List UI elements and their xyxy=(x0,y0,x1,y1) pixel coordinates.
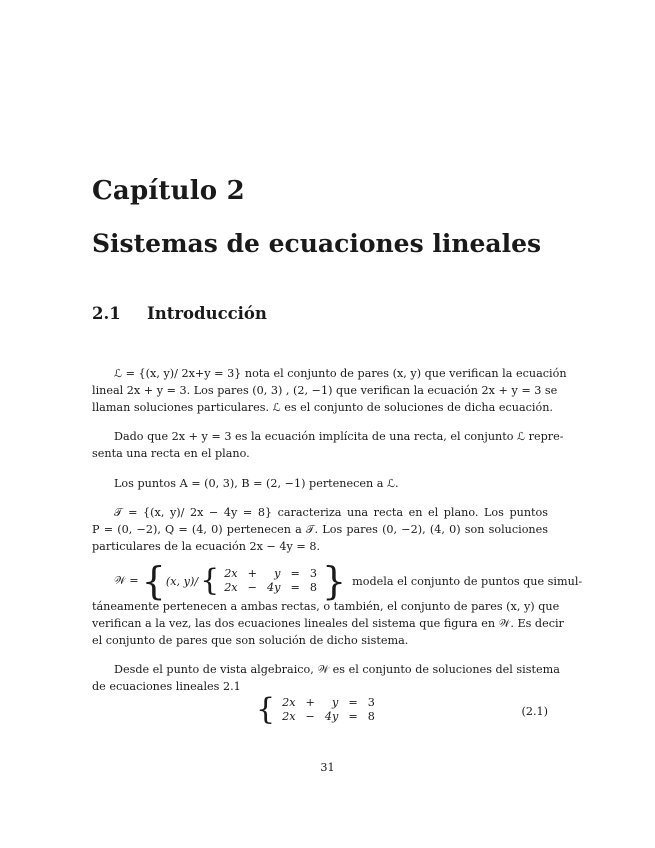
paragraph-5-line-4: el conjunto de pares que son solución de dicho sistema. xyxy=(92,634,409,647)
section-number: 2.1 xyxy=(92,304,121,323)
section-title: Introducción xyxy=(147,304,267,323)
left-brace-outer: { xyxy=(141,559,166,603)
paragraph-6-line-1: Desde el punto de vista algebraico, 𝒲 es el conjunto de soluciones del sistema xyxy=(114,663,560,676)
paragraph-4-line-2: P = (0, −2), Q = (4, 0) pertenecen a 𝒯. Los pares (0, −2), (4, 0) son soluciones xyxy=(92,523,548,536)
chapter-label: Capítulo 2 xyxy=(92,176,245,206)
paragraph-2-line-1: Dado que 2x + y = 3 es la ecuación implícita de una recta, el conjunto ℒ repre- xyxy=(114,430,564,443)
paragraph-6-line-2: de ecuaciones lineales 2.1 xyxy=(92,680,241,693)
cell: y xyxy=(274,567,281,580)
cell: 2x xyxy=(224,567,238,580)
set-w-prefix: (x, y)/ xyxy=(165,574,199,588)
cell: + xyxy=(247,567,257,580)
cell: + xyxy=(305,696,315,709)
paragraph-5-line-2: táneamente pertenecen a ambas rectas, o también, el conjunto de pares (x, y) que xyxy=(92,600,560,613)
cell: 3 xyxy=(367,696,375,709)
page-number: 31 xyxy=(320,761,335,774)
set-w-definition xyxy=(114,559,583,603)
cell: = xyxy=(290,581,300,594)
chapter-title: Sistemas de ecuaciones lineales xyxy=(92,229,542,258)
right-brace-outer: } xyxy=(321,559,347,603)
paragraph-1-line-3: llaman soluciones particulares. ℒ es el conjunto de soluciones de dicha ecuación. xyxy=(92,401,553,414)
inline-system-row xyxy=(219,567,322,581)
paragraph-1-line-1: ℒ = {(x, y)/ 2x+y = 3} nota el conjunto de pares (x, y) que verifican la ecuación xyxy=(114,367,567,380)
cell: 4y xyxy=(267,581,281,594)
cell: 2x xyxy=(282,710,296,723)
cell: y xyxy=(332,696,339,709)
paragraph-4-line-3: particulares de la ecuación 2x − 4y = 8. xyxy=(92,540,320,553)
cell: 2x xyxy=(224,581,238,594)
display-system-row xyxy=(277,696,380,710)
set-w-tail: modela el conjunto de puntos que simul- xyxy=(352,574,583,588)
display-system-table xyxy=(277,696,380,724)
set-w-lead: 𝒲 = xyxy=(114,574,139,587)
paragraph-4-line-1: 𝒯 = {(x, y)/ 2x − 4y = 8} caracteriza una recta en el plano. Los puntos xyxy=(114,506,548,519)
cell: = xyxy=(290,567,300,580)
paragraph-3-line-1: Los puntos A = (0, 3), B = (2, −1) pertenecen a ℒ. xyxy=(114,477,399,490)
display-system xyxy=(256,692,380,727)
cell: 8 xyxy=(309,581,317,594)
cell: 2x xyxy=(282,696,296,709)
paragraph-1-line-2: lineal 2x + y = 3. Los pares (0, 3) , (2, −1) que verifican la ecuación 2x + y = 3 se xyxy=(92,384,558,397)
cell: 8 xyxy=(367,710,375,723)
inline-system-row xyxy=(219,581,322,595)
paragraph-2-line-2: senta una recta en el plano. xyxy=(92,447,250,460)
display-system-row xyxy=(277,710,380,724)
paragraph-5-line-3: verifican a la vez, las dos ecuaciones lineales del sistema que figura en 𝒲. Es decir xyxy=(92,617,564,630)
cell: − xyxy=(247,581,257,594)
cell: − xyxy=(305,710,315,723)
cell: 4y xyxy=(324,710,339,723)
left-brace-display: { xyxy=(256,692,276,727)
cell: 3 xyxy=(309,567,317,580)
equation-number: (2.1) xyxy=(521,705,548,718)
cell: = xyxy=(348,696,358,709)
cell: = xyxy=(348,710,358,723)
inline-system xyxy=(219,567,322,595)
left-brace-inner: { xyxy=(200,563,220,598)
